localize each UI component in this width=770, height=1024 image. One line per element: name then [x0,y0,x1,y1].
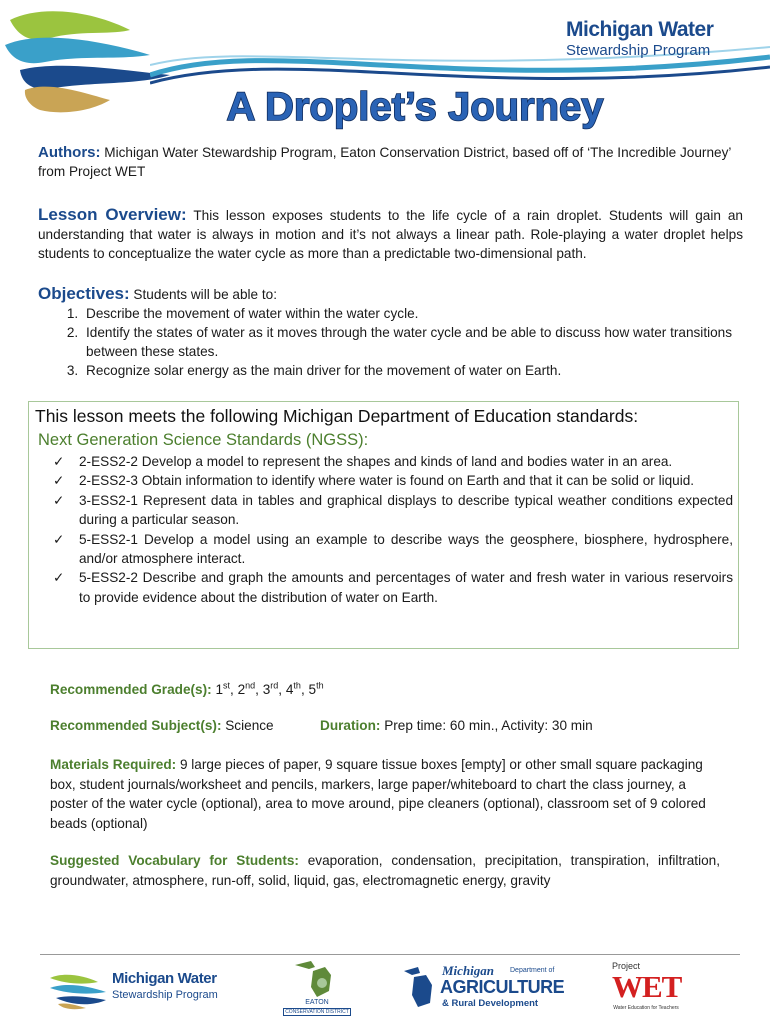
duration-line [320,716,740,736]
authors-section [38,143,743,181]
footer-mwsp-line1: Michigan Water [112,970,217,987]
wet-tagline: Water Education for Teachers [613,1005,679,1011]
duration-value: Prep time: 60 min., Activity: 30 min [380,718,593,733]
footer-eaton-line2: CONSERVATION DISTRICT [283,1008,351,1016]
footer-divider [40,954,740,955]
overview-text: This lesson exposes students to the life cycle of a rain droplet. Students will gain an understanding that water is always in motion and it’s not always a linear path. Role-playing a water droplet helps students to conceptualize the water cycle as more than a predictable two-dimensional path. [38,208,743,261]
footer-mdard-logo [402,963,564,1011]
grades-label: Recommended Grade(s): [50,682,212,697]
checkmark-icon: ✓ [53,473,65,489]
materials-section: Materials Required: 9 large pieces of paper, 9 square tissue boxes [empty] or other small square packaging box, student journals/worksheet and pencils, markers, large paper/whiteboard to chart the class journey, a poster of the water cycle (optional), area to move around, pipe cleaners (optional), classroom set of 9 colored beads (optional) [50,757,706,831]
page-title-text: A Droplet’s Journey [226,85,604,129]
objectives-section [38,284,743,380]
materials-value: 9 large pieces of paper, 9 square tissue boxes [empty] or other small square packaging box, student journals/worksheet and pencils, markers, large paper/whiteboard to chart the class journey, a poster of the water cycle (optional), area to move around, pipe cleaners (optional), classroom set of 9 colored beads (optional) [50,757,706,831]
duration-label: Duration: [320,718,381,733]
grade-1: 1st, [215,680,238,697]
objective-item: 2. Identify the states of water as it moves through the water cycle and be able to discuss how water transitions between these states. [82,323,743,361]
lesson-overview [38,205,743,263]
brand-line1: Michigan Water [566,18,714,41]
wet-project: Project [612,961,641,971]
mdard-agri: AGRICULTURE [440,977,565,997]
standard-text: 5-ESS2-2 Describe and graph the amounts and percentages of water and fresh water in various reservoirs to provide evidence about the distribution of water on Earth. [79,570,733,605]
standard-text: 5-ESS2-1 Develop a model using an example to describe ways the geosphere, biosphere, hydrosphere, and/or atmosphere interact. [79,531,733,567]
standards-list [53,452,733,607]
footer-wet-logo [608,959,684,1015]
wet-wordmark: WET [612,969,682,1004]
brand-logo [566,18,713,59]
grade-3: 3rd, [262,680,286,697]
checkmark-icon: ✓ [53,492,65,508]
vocabulary-label: Suggested Vocabulary for Students [50,853,295,868]
subjects-value: Science [221,718,274,733]
recommended-grades [50,680,720,700]
standards-box [28,401,739,649]
standard-item [53,452,733,471]
subjects-label: Recommended Subject(s) [50,718,217,733]
objectives-list [38,304,743,380]
page-title [190,78,640,134]
authors-text: Michigan Water Stewardship Program, Eaton Conservation District, based off of ‘The Incredible Journey’ from Project WET [38,145,731,179]
brand-line2: Stewardship Program [566,42,711,59]
standard-item [53,568,733,607]
footer-eaton-line1: EATON [305,999,329,1006]
vocabulary-section: Suggested Vocabulary for Students: evaporation, condensation, precipitation, transpiration, infiltration, groundwater, atmosphere, run-off, solid, liquid, gas, electromagnetic energy, gravity [50,853,720,888]
objective-item: 1. Describe the movement of water within the water cycle. [82,304,743,323]
mdard-rural: & Rural Development [442,998,539,1009]
standard-item [53,530,733,569]
mdard-michigan: Michigan [442,963,495,978]
vocabulary-value: evaporation, condensation, precipitation, transpiration, infiltration, groundwater, atmosphere, run-off, solid, liquid, gas, electromagnetic energy, gravity [50,853,720,888]
footer-mwsp-line2: Stewardship Program [112,989,218,1001]
standard-item [53,491,733,530]
hands-water-logo-icon [0,0,175,120]
grade-2: 2nd, [237,680,263,697]
authors-label: Authors: [38,144,101,161]
standard-text: 3-ESS2-1 Represent data in tables and graphical displays to describe typical weather conditions expected during a particular season. [79,492,733,528]
checkmark-icon: ✓ [53,570,65,586]
standards-title: This lesson meets the following Michigan Department of Education standards: [35,406,639,426]
materials-label: Materials Required [50,757,172,772]
michigan-state-icon [402,965,436,1009]
grade-4: 4th, [285,680,309,697]
footer-eaton-logo [283,957,351,1021]
objectives-label: Objectives: [38,284,130,303]
checkmark-icon: ✓ [53,454,65,469]
footer-mwsp-logo [48,968,228,1012]
mdard-dept: Department of [510,967,555,974]
standard-text: 2-ESS2-2 Develop a model to represent the shapes and kinds of land and bodies water in an area. [79,454,673,469]
standard-text: 2-ESS2-3 Obtain information to identify where water is found on Earth and that it can be solid or liquid. [79,473,695,489]
checkmark-icon: ✓ [53,531,65,547]
mwsp-hands-icon [48,970,108,1010]
objective-item: 3. Recognize solar energy as the main driver for the movement of water on Earth. [82,361,743,380]
overview-label: Lesson Overview: [38,205,187,224]
michigan-map-icon [291,957,343,999]
standards-subtitle: Next Generation Science Standards (NGSS): [38,431,369,449]
standard-item [53,471,733,490]
objectives-intro: Students will be able to: [129,287,278,302]
subjects-line: Recommended Subject(s): Science [50,718,274,733]
grade-5: 5th [308,680,324,697]
